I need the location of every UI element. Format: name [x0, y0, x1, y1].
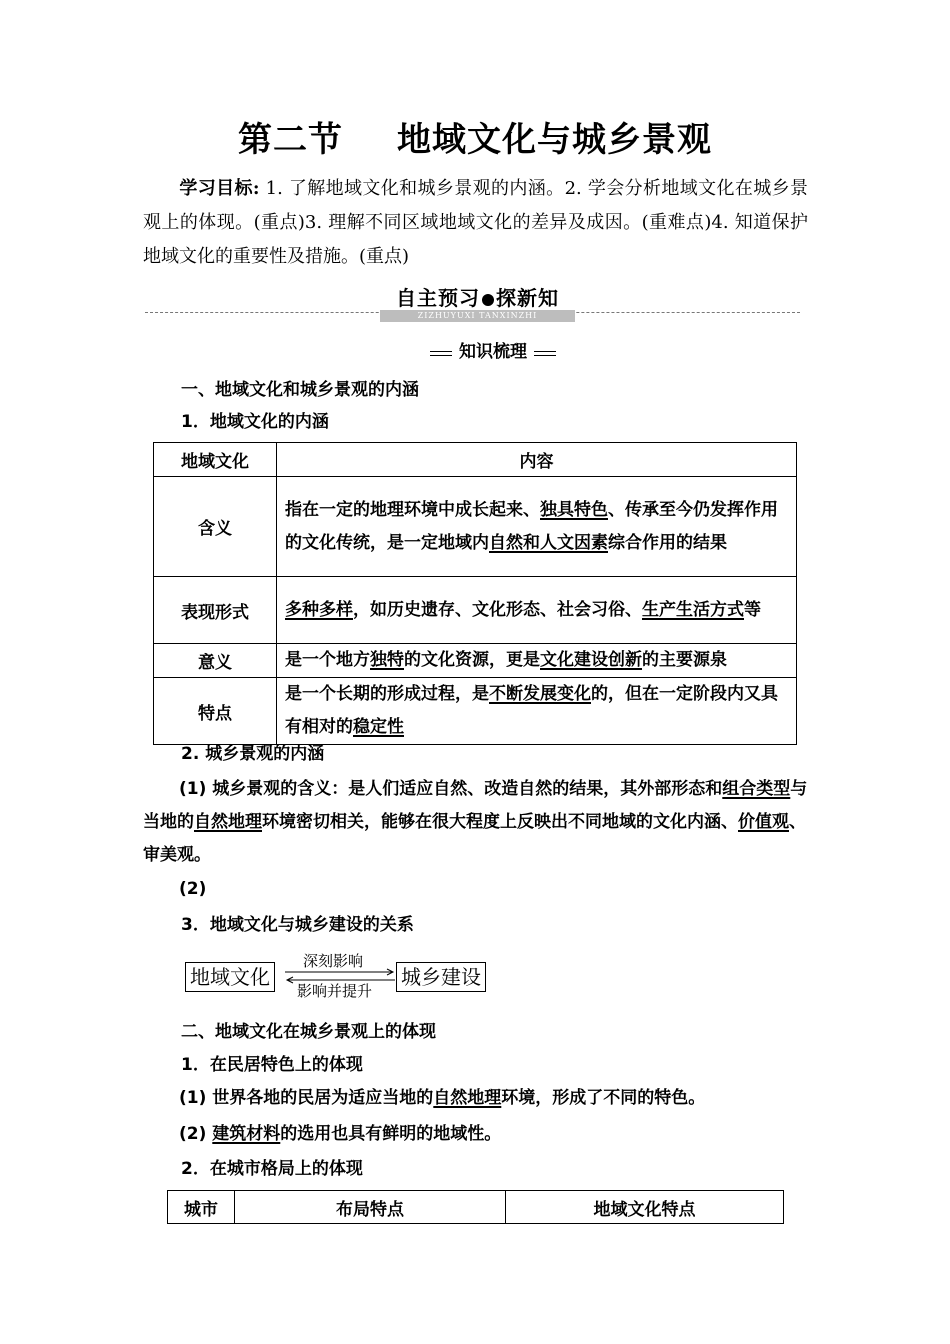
row-label: 表现形式 — [154, 577, 277, 644]
diagram-top-label: 深刻影响 — [303, 952, 364, 970]
relationship-diagram — [183, 950, 498, 998]
knowledge-tag — [430, 338, 556, 364]
blank-answer: 建筑材料 — [212, 1124, 281, 1144]
subheading-2-2: 2．在城市格局上的体现 — [181, 1159, 363, 1179]
blank-answer: 自然地理 — [433, 1088, 502, 1108]
row-content: 是一个地方独特的文化资源，更是文化建设创新的主要源泉 — [277, 644, 797, 678]
table-header: 内容 — [277, 443, 797, 477]
section-title: 地域文化与城乡景观 — [397, 120, 712, 160]
blank-answer: 独具特色 — [540, 499, 608, 520]
table-header-row — [168, 1191, 784, 1224]
row-label: 含义 — [154, 477, 277, 577]
row-content: 指在一定的地理环境中成长起来、独具特色、传承至今仍发挥作用的文化传统，是一定地域内自然和人文因素综合作用的结果 — [277, 477, 797, 577]
city-layout-table — [167, 1190, 784, 1224]
bidirectional-arrow-icon — [283, 968, 397, 984]
table-header: 布局特点 — [235, 1191, 506, 1224]
learning-objectives — [143, 172, 808, 274]
banner-subtitle: ZIZHUYUXI TANXINZHI — [380, 310, 575, 322]
blank-answer: 组合类型 — [722, 779, 791, 799]
diagram-bottom-label: 影响并提升 — [297, 982, 373, 1000]
section-heading-2: 二、地域文化在城乡景观上的体现 — [181, 1022, 436, 1042]
objectives-text: 1. 了解地域文化和城乡景观的内涵。2. 学会分析地域文化在城乡景观上的体现。(重点)3. 理解不同区域地域文化的差异及成因。(重难点)4. 知道保护地域文化的重要性及措施。(重点) — [143, 178, 808, 267]
subheading-1-1: 1．地域文化的内涵 — [181, 412, 329, 432]
blank-answer: 独特 — [370, 650, 404, 670]
subheading-1-3: 3．地域文化与城乡建设的关系 — [181, 915, 414, 935]
section-heading-1: 一、地域文化和城乡景观的内涵 — [181, 380, 419, 400]
page-title — [0, 112, 950, 161]
table-row — [154, 644, 797, 678]
section-number: 第二节 — [238, 120, 343, 160]
blank-answer: 多种多样 — [285, 599, 353, 620]
row-content: 多种多样，如历史遗存、文化形态、社会习俗、生产生活方式等 — [277, 577, 797, 644]
culture-table — [153, 442, 797, 745]
subheading-2-1: 1．在民居特色上的体现 — [181, 1055, 363, 1075]
table-header: 城市 — [168, 1191, 235, 1224]
blank-answer: 稳定性 — [353, 717, 404, 737]
table-header-row — [154, 443, 797, 477]
paragraph: (1) 城乡景观的含义：是人们适应自然、改造自然的结果，其外部形态和组合类型与当地的自然地理环境密切相关，能够在很大程度上反映出不同地域的文化内涵、价值观、审美观。 — [143, 779, 808, 865]
objectives-lead: 学习目标: — [179, 178, 260, 199]
blank-answer: 生产生活方式 — [642, 599, 744, 620]
paragraph: (1) 世界各地的民居为适应当地的自然地理环境，形成了不同的特色。 — [179, 1088, 706, 1108]
banner-main-right: 探新知 — [496, 286, 559, 310]
table-row — [154, 477, 797, 577]
subheading-1-2: 2. 城乡景观的内涵 — [181, 744, 325, 764]
table-row — [154, 678, 797, 745]
blank-answer: 不断发展变化 — [489, 684, 591, 704]
preview-banner — [145, 282, 800, 322]
bullet-icon — [482, 294, 494, 306]
blank-answer: 价值观 — [738, 812, 789, 832]
blank-answer: 自然和人文因素 — [489, 532, 608, 553]
tag-label: 知识梳理 — [452, 340, 534, 364]
diagram-right-box: 城乡建设 — [396, 962, 486, 992]
row-label: 特点 — [154, 678, 277, 745]
blank-answer: 自然地理 — [194, 812, 262, 832]
banner-main-left: 自主预习 — [396, 286, 480, 310]
row-label: 意义 — [154, 644, 277, 678]
row-content: 是一个长期的形成过程，是不断发展变化的，但在一定阶段内又具有相对的稳定性 — [277, 678, 797, 745]
table-header: 地域文化特点 — [506, 1191, 784, 1224]
diagram-left-box: 地域文化 — [185, 962, 275, 992]
table-row — [154, 577, 797, 644]
paragraph: (2) — [179, 879, 207, 899]
blank-answer: 文化建设创新 — [540, 650, 642, 670]
table-header: 地域文化 — [154, 443, 277, 477]
paragraph: (2) 建筑材料的选用也具有鲜明的地域性。 — [179, 1124, 502, 1144]
